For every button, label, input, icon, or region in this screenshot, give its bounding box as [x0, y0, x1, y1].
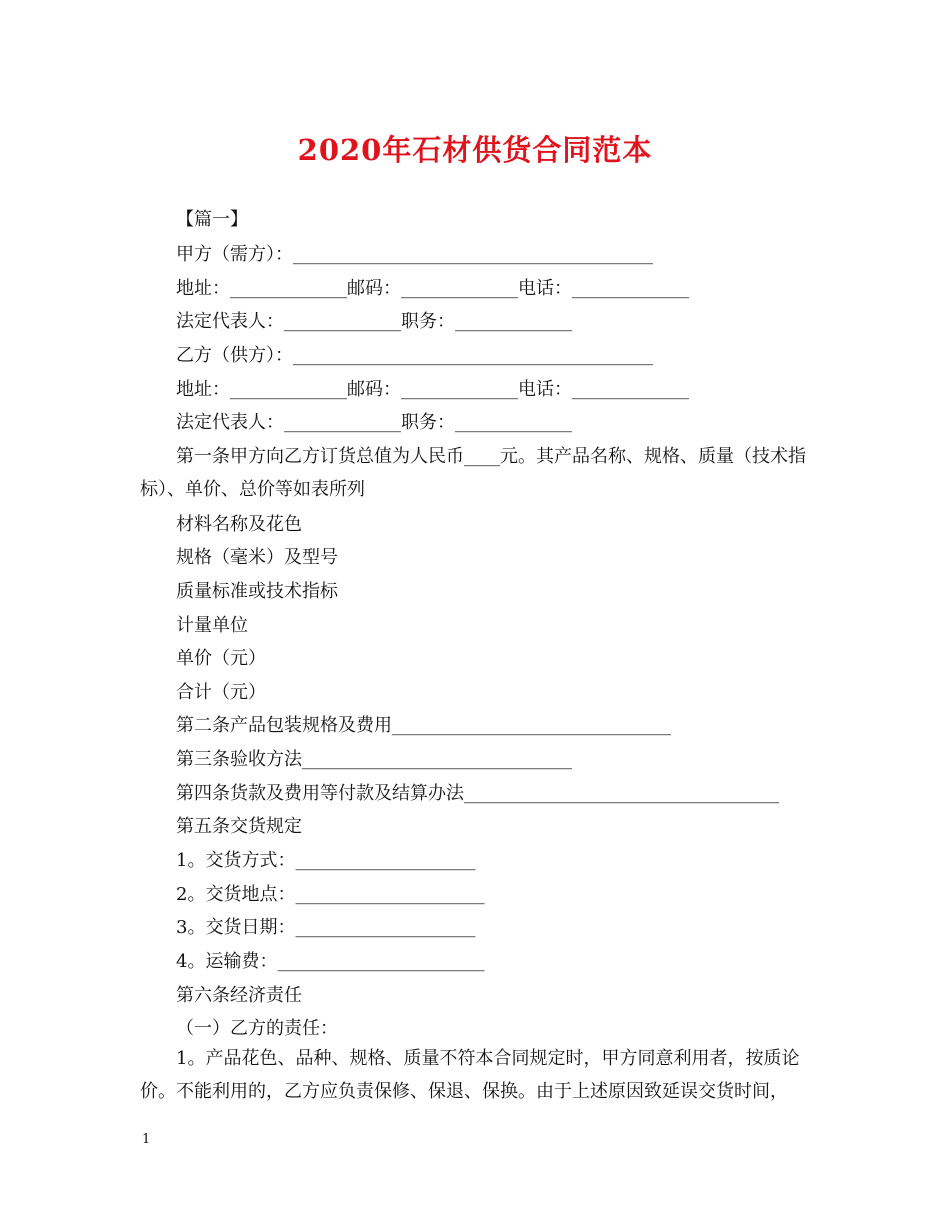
- table-item: 材料名称及花色: [176, 514, 302, 535]
- page-number: 1: [142, 1132, 151, 1147]
- table-item: 计量单位: [176, 615, 248, 636]
- party-a-line: 甲方（需方）：________________________________________: [176, 244, 653, 265]
- document-title: 2020年石材供货合同范本: [297, 133, 653, 167]
- delivery-item: 4。运输费：_______________________: [176, 951, 485, 972]
- party-a-address-line: 地址：_____________邮码：_____________电话：_____________: [176, 278, 689, 299]
- section-marker: 【篇一】: [176, 209, 248, 230]
- party-b-line: 乙方（供方）：________________________________________: [176, 345, 653, 366]
- article-5-heading: 第五条交货规定: [176, 816, 302, 837]
- table-item: 单价（元）: [176, 648, 266, 669]
- article-3-line: 第三条验收方法______________________________: [176, 749, 572, 770]
- article-2-line: 第二条产品包装规格及费用_______________________________: [176, 715, 671, 736]
- delivery-item: 3。交货日期：____________________: [176, 917, 476, 938]
- article-6-heading: 第六条经济责任: [176, 985, 302, 1006]
- party-b-representative-line: 法定代表人：_____________职务：_____________: [176, 412, 572, 433]
- party-a-representative-line: 法定代表人：_____________职务：_____________: [176, 311, 572, 332]
- delivery-item: 2。交货地点：_____________________: [176, 884, 485, 905]
- article-4-line: 第四条货款及费用等付款及结算办法___________________________________: [176, 783, 779, 804]
- clause-1-paragraph: 1。产品花色、品种、规格、质量不符本合同规定时，甲方同意利用者，按质论价。不能利用的，乙方应负责保修、保退、保换。由于上述原因致延误交货时间，: [140, 1048, 800, 1102]
- party-b-address-line: 地址：_____________邮码：_____________电话：_____________: [176, 379, 689, 400]
- table-item: 规格（毫米）及型号: [176, 547, 338, 568]
- party-b-responsibility-heading: （一）乙方的责任：: [176, 1018, 338, 1039]
- delivery-item: 1。交货方式：____________________: [176, 850, 476, 871]
- article-1-paragraph: 第一条甲方向乙方订货总值为人民币____元。其产品名称、规格、质量（技术指标）、单价、总价等如表所列: [140, 446, 806, 500]
- table-item: 合计（元）: [176, 682, 266, 703]
- table-item: 质量标准或技术指标: [176, 581, 338, 602]
